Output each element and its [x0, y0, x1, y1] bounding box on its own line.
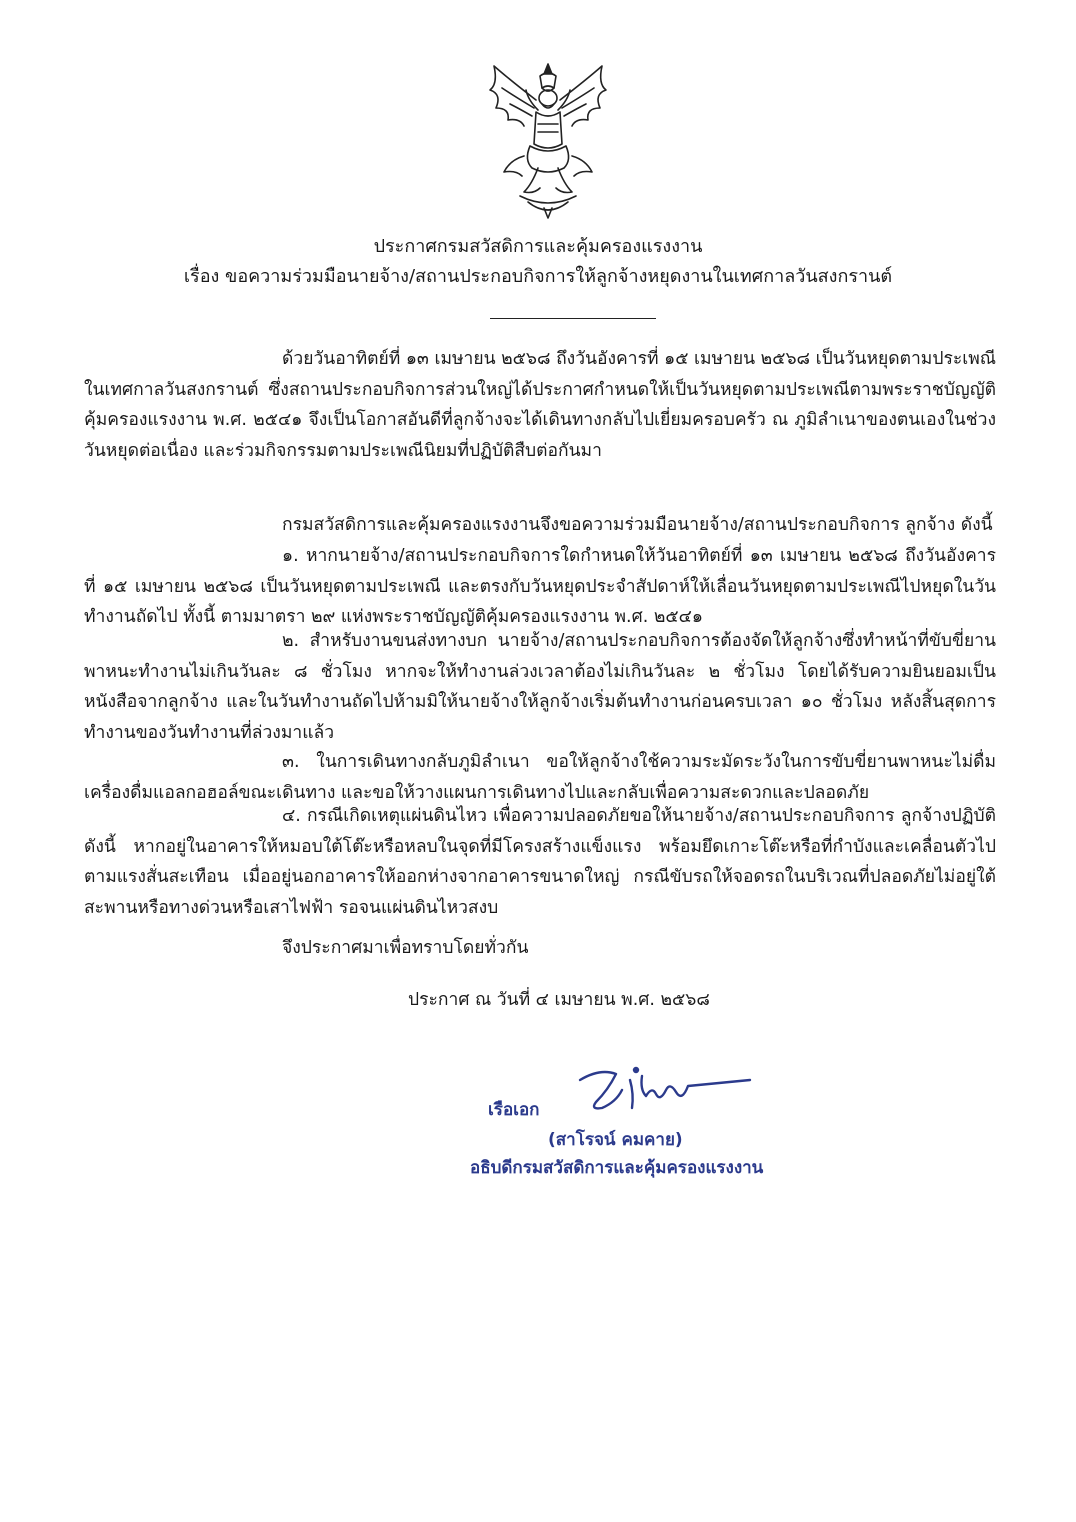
paragraph-intro: ด้วยวันอาทิตย์ที่ ๑๓ เมษายน ๒๕๖๘ ถึงวันอังคารที่ ๑๕ เมษายน ๒๕๖๘ เป็นวันหยุดตามประเพณีในเทศกาลวันสงกรานต์ ซึ่งสถานประกอบกิจการส่วนใหญ่ได้ประกาศกำหนดให้เป็นวันหยุดตามประเพณีตามพระราชบัญญัติคุ้มครองแรงงาน พ.ศ. ๒๕๔๑ จึงเป็นโอกาสอันดีที่ลูกจ้างจะได้เดินทางกลับไปเยี่ยมครอบครัว ณ ภูมิลำเนาของตนเองในช่วงวันหยุดต่อเนื่อง และร่วมกิจกรรมตามประเพณีนิยมที่ปฏิบัติสืบต่อกันมา [84, 349, 996, 461]
closing-statement: จึงประกาศมาเพื่อทราบโดยทั่วกัน [282, 938, 529, 958]
signatory-name: (สาโรจน์ คมคาย) [548, 1130, 683, 1150]
signatory-position: อธิบดีกรมสวัสดิการและคุ้มครองแรงงาน [470, 1158, 764, 1178]
signatory-rank: เรือเอก [488, 1100, 540, 1120]
list-item-1: ๑. หากนายจ้าง/สถานประกอบกิจการใดกำหนดให้วันอาทิตย์ที่ ๑๓ เมษายน ๒๕๖๘ ถึงวันอังคารที่ ๑๕ เมษายน ๒๕๖๘ เป็นวันหยุดตามประเพณี และตรงกับวันหยุดประจำสัปดาห์ให้เลื่อนวันหยุดตามประเพณีไปหยุดในวันทำงานถัดไป ทั้งนี้ ตามมาตรา ๒๙ แห่งพระราชบัญญัติคุ้มครองแรงงาน พ.ศ. ๒๕๔๑ [84, 546, 996, 628]
list-item-3: ๓. ในการเดินทางกลับภูมิลำเนา ขอให้ลูกจ้างใช้ความระมัดระวังในการขับขี่ยานพาหนะไม่ดื่มเครื่องดื่มแอลกอฮอล์ขณะเดินทาง และขอให้วางแผนการเดินทางไปและกลับเพื่อความสะดวกและปลอดภัย [84, 752, 996, 803]
document-subject: เรื่อง ขอความร่วมมือนายจ้าง/สถานประกอบกิจการให้ลูกจ้างหยุดงานในเทศกาลวันสงกรานต์ [183, 266, 893, 287]
signature-block [470, 1050, 800, 1200]
list-item-2: ๒. สำหรับงานขนส่งทางบก นายจ้าง/สถานประกอบกิจการต้องจัดให้ลูกจ้างซึ่งทำหน้าที่ขับขี่ยานพาหนะทำงานไม่เกินวันละ ๘ ชั่วโมง หากจะให้ทำงานล่วงเวลาต้องไม่เกินวันละ ๒ ชั่วโมง โดยได้รับความยินยอมเป็นหนังสือจากลูกจ้าง และในวันทำงานถัดไปห้ามมิให้นายจ้างให้ลูกจ้างเริ่มต้นทำงานก่อนครบเวลา ๑๐ ชั่วโมง หลังสิ้นสุดการทำงานของวันทำงานที่ล่วงมาแล้ว [84, 631, 996, 743]
title-divider [490, 318, 656, 319]
announcement-date: ประกาศ ณ วันที่ ๔ เมษายน พ.ศ. ๒๕๖๘ [408, 990, 710, 1010]
handwritten-signature-icon [560, 1050, 760, 1120]
paragraph-request: กรมสวัสดิการและคุ้มครองแรงงานจึงขอความร่วมมือนายจ้าง/สถานประกอบกิจการ ลูกจ้าง ดังนี้ [282, 515, 993, 535]
list-item-4: ๔. กรณีเกิดเหตุแผ่นดินไหว เพื่อความปลอดภัยขอให้นายจ้าง/สถานประกอบกิจการ ลูกจ้างปฏิบัติดังนี้ หากอยู่ในอาคารให้หมอบใต้โต๊ะหรือหลบในจุดที่มีโครงสร้างแข็งแรง พร้อมยึดเกาะโต๊ะหรือที่กำบังและเคลื่อนตัวไปตามแรงสั่นสะเทือน เมื่ออยู่นอกอาคารให้ออกห่างจากอาคารขนาดใหญ่ กรณีขับรถให้จอดรถในบริเวณที่ปลอดภัยไม่อยู่ใต้สะพานหรือทางด่วนหรือเสาไฟฟ้า รอจนแผ่นดินไหวสงบ [84, 806, 996, 918]
garuda-emblem-icon [480, 60, 616, 220]
document-title: ประกาศกรมสวัสดิการและคุ้มครองแรงงาน [373, 236, 703, 257]
